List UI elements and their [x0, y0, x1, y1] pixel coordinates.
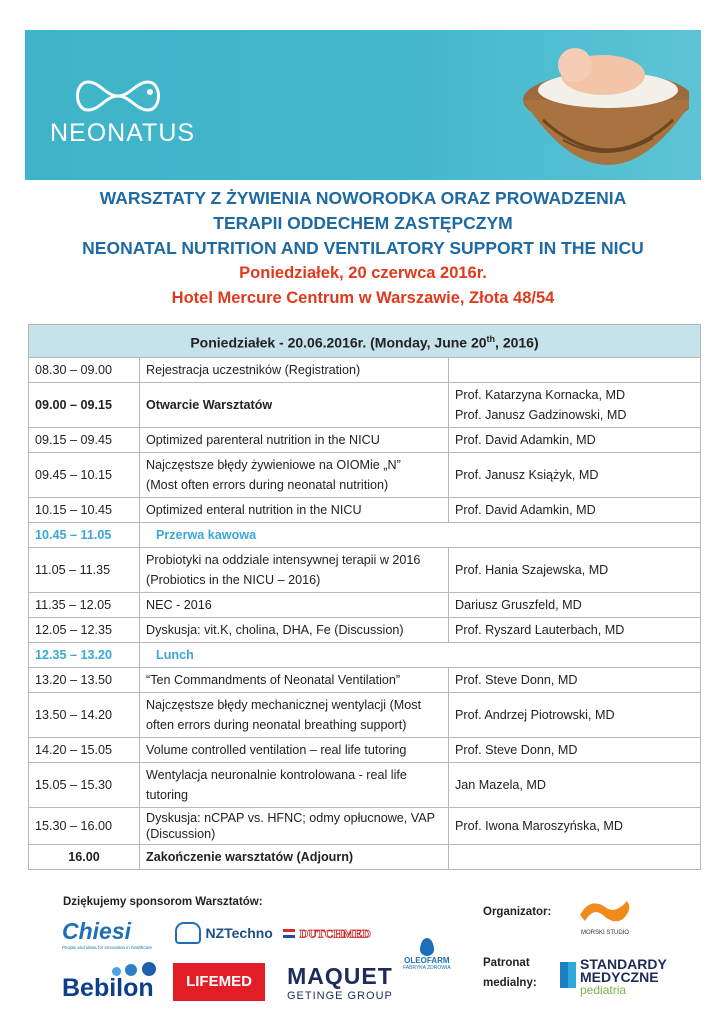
seahorse-icon — [575, 895, 635, 925]
schedule-header-row — [29, 325, 701, 358]
session-time: 14.20 – 15.05 — [29, 738, 140, 763]
session-time: 10.45 – 11.05 — [29, 523, 140, 548]
session-topic: Optimized parenteral nutrition in the NICU — [140, 428, 449, 453]
session-time: 09.15 – 09.45 — [29, 428, 140, 453]
session-topic: Wentylacja neuronalnie kontrolowana - real life tutoring — [140, 763, 449, 808]
bubbles-icon — [112, 962, 156, 974]
session-time: 15.05 – 15.30 — [29, 763, 140, 808]
session-topic: Dyskusja: nCPAP vs. HFNC; odmy opłucnowe, VAP (Discussion) — [140, 808, 449, 845]
session-speaker: Dariusz Gruszfeld, MD — [449, 593, 701, 618]
session-time: 13.50 – 14.20 — [29, 693, 140, 738]
session-speaker — [449, 845, 701, 870]
table-row — [29, 763, 701, 808]
sm-mark-icon — [560, 962, 576, 988]
brand-name: NEONATUS — [50, 119, 196, 147]
organizer-label: Organizator: — [483, 906, 552, 918]
session-speaker: Jan Mazela, MD — [449, 763, 701, 808]
table-row — [29, 383, 701, 428]
standardy-medyczne-logo: STANDARDY MEDYCZNE pediatria — [560, 958, 667, 997]
patron-label: Patronat medialny: — [483, 957, 537, 989]
bebilon-logo: Bebilon — [62, 962, 156, 1003]
flag-icon — [283, 929, 295, 938]
lifemed-logo: LIFEMED — [173, 963, 265, 1001]
session-speaker: Prof. Katarzyna Kornacka, MD Prof. Janusz Gadzinowski, MD — [449, 383, 701, 428]
session-topic: Przerwa kawowa — [140, 523, 701, 548]
event-date: Poniedziałek, 20 czerwca 2016r. — [239, 264, 487, 282]
session-time: 09.45 – 10.15 — [29, 453, 140, 498]
table-row — [29, 643, 701, 668]
session-topic: Zakończenie warsztatów (Adjourn) — [140, 845, 449, 870]
session-speaker: Prof. David Adamkin, MD — [449, 428, 701, 453]
table-row — [29, 548, 701, 593]
session-speaker: Prof. Iwona Maroszyńska, MD — [449, 808, 701, 845]
session-time: 11.35 – 12.05 — [29, 593, 140, 618]
session-topic: NEC - 2016 — [140, 593, 449, 618]
session-speaker: Prof. Ryszard Lauterbach, MD — [449, 618, 701, 643]
session-topic: Otwarcie Warsztatów — [140, 383, 449, 428]
session-topic: Najczęstsze błędy żywieniowe na OIOMie „N” (Most often errors during neonatal nutrition) — [140, 453, 449, 498]
dutchmed-logo: DUTCHMED — [283, 925, 371, 943]
session-topic: Dyskusja: vit.K, cholina, DHA, Fe (Discussion) — [140, 618, 449, 643]
schedule-header: Poniedziałek - 20.06.2016r. (Monday, June 20th, 2016) — [29, 325, 701, 358]
session-speaker — [449, 358, 701, 383]
session-topic: Optimized enteral nutrition in the NICU — [140, 498, 449, 523]
session-time: 12.35 – 13.20 — [29, 643, 140, 668]
title-line-2: TERAPII ODDECHEM ZASTĘPCZYM — [213, 213, 513, 233]
table-row — [29, 523, 701, 548]
session-topic: Rejestracja uczestników (Registration) — [140, 358, 449, 383]
lungs-icon — [175, 922, 201, 944]
session-time: 11.05 – 11.35 — [29, 548, 140, 593]
table-row — [29, 453, 701, 498]
table-row — [29, 738, 701, 763]
maquet-logo: MAQUET GETINGE GROUP — [287, 963, 393, 1002]
table-row — [29, 808, 701, 845]
neonatus-logo-icon — [70, 78, 166, 114]
session-speaker: Prof. David Adamkin, MD — [449, 498, 701, 523]
oleofarm-logo: OLEOFARM FABRYKA ZDROWIA — [403, 938, 451, 971]
session-topic: Probiotyki na oddziale intensywnej terapii w 2016 (Probiotics in the NICU – 2016) — [140, 548, 449, 593]
session-time: 16.00 — [29, 845, 140, 870]
morski-studio-logo: MORSKI STUDIO — [570, 895, 640, 936]
event-venue: Hotel Mercure Centrum w Warszawie, Złota 48/54 — [171, 289, 555, 307]
sponsors-label: Dziękujemy sponsorom Warsztatów: — [63, 896, 263, 908]
session-time: 15.30 – 16.00 — [29, 808, 140, 845]
table-row — [29, 358, 701, 383]
session-time: 13.20 – 13.50 — [29, 668, 140, 693]
table-row — [29, 428, 701, 453]
session-speaker: Prof. Janusz Książyk, MD — [449, 453, 701, 498]
table-row — [29, 498, 701, 523]
chiesi-logo: Chiesi People and ideas for innovation in healthcare — [62, 918, 153, 950]
header-banner — [25, 30, 701, 180]
event-titles — [25, 186, 701, 311]
table-row — [29, 845, 701, 870]
session-topic: Najczęstsze błędy mechanicznej wentylacji (Most often errors during neonatal breathing support) — [140, 693, 449, 738]
session-time: 12.05 – 12.35 — [29, 618, 140, 643]
nztechno-logo: NZTechno — [175, 922, 273, 944]
session-time: 08.30 – 09.00 — [29, 358, 140, 383]
baby-in-walnut-image — [513, 30, 689, 180]
table-row — [29, 668, 701, 693]
session-topic: Volume controlled ventilation – real life tutoring — [140, 738, 449, 763]
drop-icon — [420, 938, 434, 956]
session-topic: “Ten Commandments of Neonatal Ventilation” — [140, 668, 449, 693]
session-speaker: Prof. Hania Szajewska, MD — [449, 548, 701, 593]
session-topic: Lunch — [140, 643, 701, 668]
session-speaker: Prof. Steve Donn, MD — [449, 738, 701, 763]
table-row — [29, 618, 701, 643]
session-speaker: Prof. Andrzej Piotrowski, MD — [449, 693, 701, 738]
table-row — [29, 593, 701, 618]
session-speaker: Prof. Steve Donn, MD — [449, 668, 701, 693]
title-line-1: WARSZTATY Z ŻYWIENIA NOWORODKA ORAZ PROWADZENIA — [99, 188, 627, 208]
title-line-3: NEONATAL NUTRITION AND VENTILATORY SUPPORT IN THE NICU — [82, 238, 644, 258]
session-time: 10.15 – 10.45 — [29, 498, 140, 523]
schedule-table — [28, 324, 701, 870]
table-row — [29, 693, 701, 738]
session-time: 09.00 – 09.15 — [29, 383, 140, 428]
